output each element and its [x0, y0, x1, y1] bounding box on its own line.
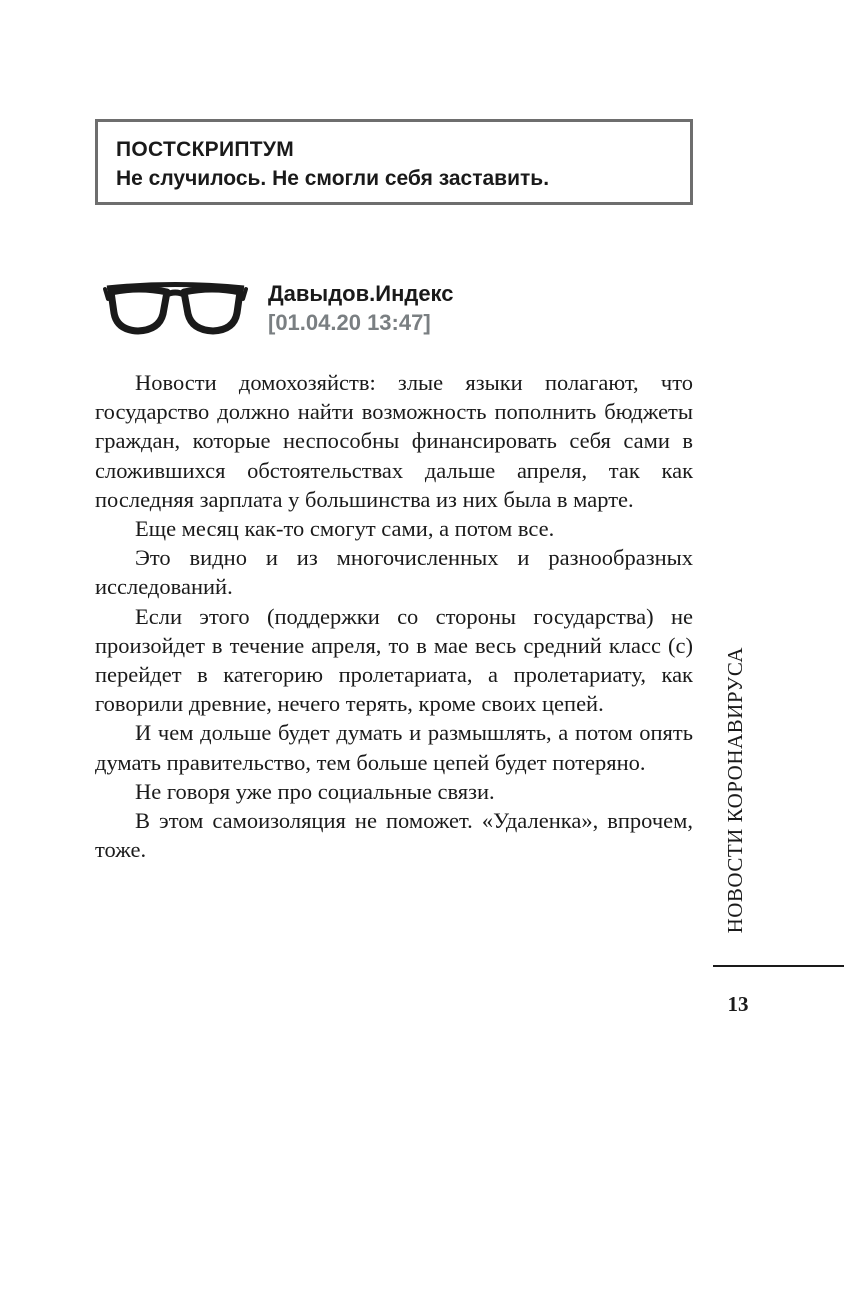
section-title-text: НОВОСТИ КОРОНАВИРУСА: [722, 646, 747, 934]
article-paragraph: Это видно и из многочисленных и разнообразных исследований.: [95, 545, 693, 600]
article-body: [95, 368, 693, 864]
article-paragraph: И чем дольше будет думать и размышлять, а потом опять думать правительство, тем больше цепей будет потеряно.: [95, 720, 693, 775]
section-title-vertical: [707, 640, 763, 940]
page-number: 13: [727, 992, 749, 1016]
article-paragraph: Не говоря уже про социальные связи.: [135, 778, 495, 804]
postscript-box: [95, 119, 693, 205]
source-block: [268, 279, 454, 337]
article-paragraph: Если этого (поддержки со стороны государства) не произойдет в течение апреля, то в мае весь средний класс (с) перейдет в категорию пролетариата, а пролетариату, как говорили древние, нечего терять, кроме своих цепей.: [95, 603, 693, 717]
postscript-title: ПОСТСКРИПТУМ: [116, 138, 295, 161]
postscript-text: Не случилось. Не смогли себя заставить.: [116, 167, 550, 190]
article-paragraph: Новости домохозяйств: злые языки полагают, что государство должно найти возможность пополнить бюджеты граждан, которые неспособны финансировать себя сами в сложившихся обстоятельствах дальше апреля, так как последняя зарплата у большинства из них была в марте.: [95, 370, 693, 512]
source-timestamp: [01.04.20 13:47]: [268, 310, 431, 335]
source-name: Давыдов.Индекс: [268, 281, 454, 306]
sidebar-rule: [713, 965, 844, 967]
article-paragraph: В этом самоизоляция не поможет. «Удаленка», впрочем, тоже.: [95, 808, 693, 863]
glasses-icon: [103, 280, 248, 336]
article-paragraph: Еще месяц как-то смогут сами, а потом все.: [135, 516, 555, 542]
